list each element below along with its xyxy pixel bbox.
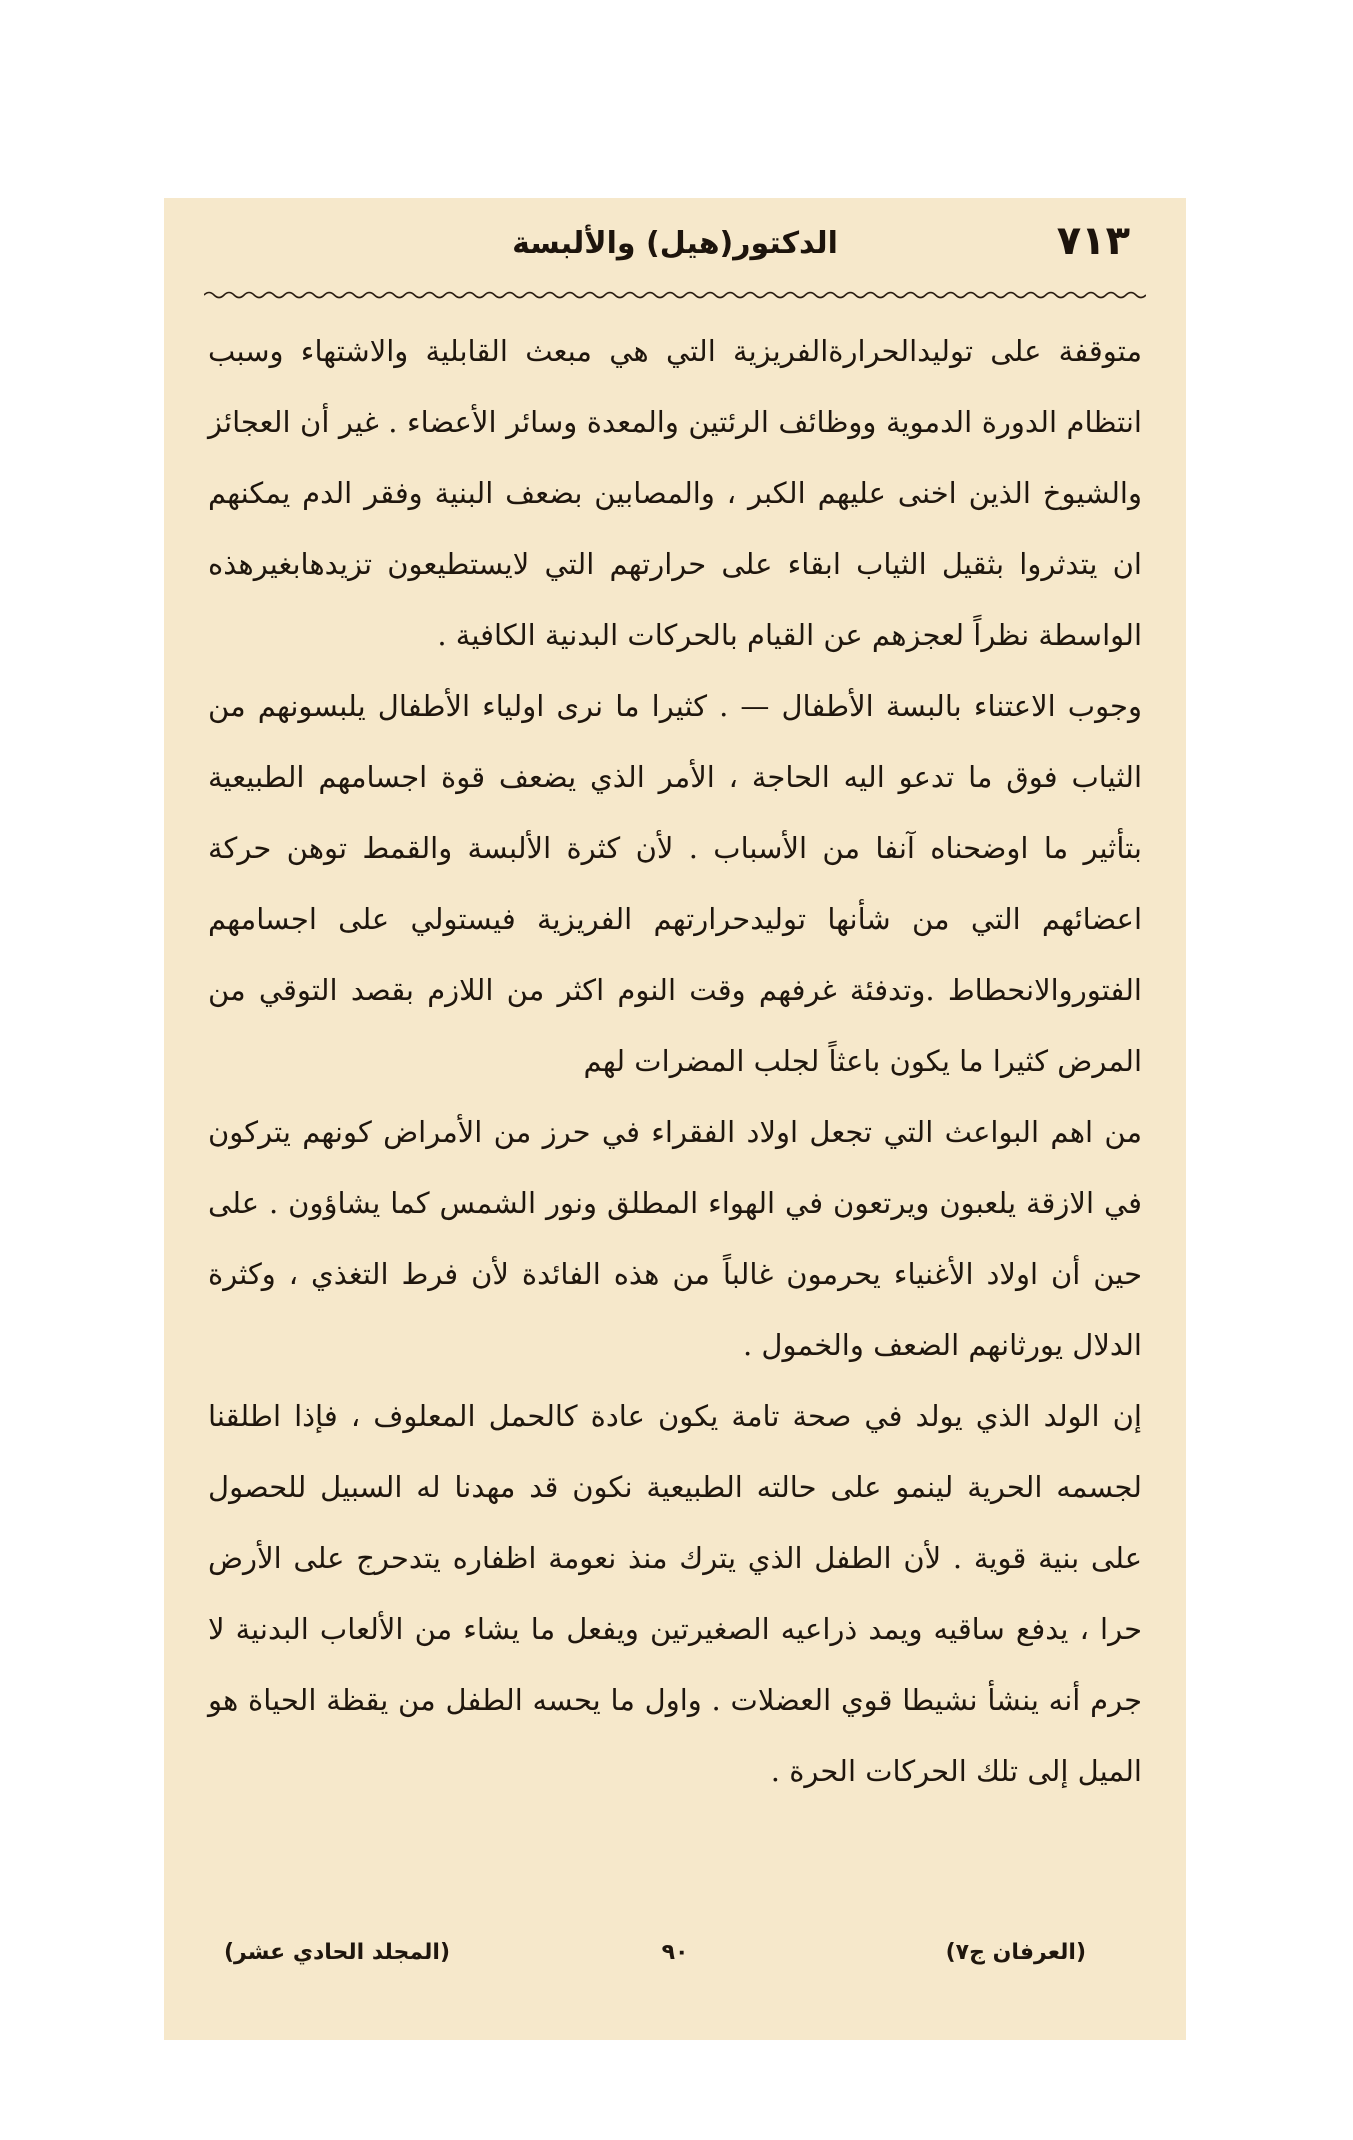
book-page (164, 198, 1186, 2040)
paragraph-4: إن الولد الذي يولد في صحة تامة يكون عادة كالحمل المعلوف ، فإذا اطلقنا لجسمه الحرية لينمو على حالته الطبيعية نكون قد مهدنا له السبيل للحصول على بنية قوية . لأن الطفل الذي يترك منذ نعومة اظفاره يتدحرج على الأرض حرا ، يدفع ساقيه ويمد ذراعيه الصغيرتين ويفعل ما يشاء من الألعاب البدنية لا جرم أنه ينشأ نشيطا قوي العضلات . واول ما يحسه الطفل من يقظة الحياة هو الميل إلى تلك الحركات الحرة . (208, 1399, 1142, 1788)
footer-journal: (العرفان ج٧) (945, 1940, 1086, 1965)
page-footer (224, 1940, 1126, 1980)
footer-volume: (المجلد الحادي عشر) (224, 1940, 450, 1965)
wavy-divider (204, 290, 1146, 300)
page-header (210, 218, 1140, 288)
running-title: الدكتور(هيل) والألبسة (512, 226, 838, 261)
page-number: ٧١٣ (1056, 218, 1130, 264)
paragraph-2: وجوب الاعتناء بالبسة الأطفال — . كثيرا ما نرى اولياء الأطفال يلبسونهم من الثياب فوق ما تدعو اليه الحاجة ، الأمر الذي يضعف قوة اجسامهم الطبيعية بتأثير ما اوضحناه آنفا من الأسباب . لأن كثرة الألبسة والقمط توهن حركة اعضائهم التي من شأنها توليدحرارتهم الفريزية فيستولي على اجسامهم الفتوروالانحطاط .وتدفئة غرفهم وقت النوم اكثر من اللازم بقصد التوقي من المرض كثيرا ما يكون باعثاً لجلب المضرات لهم (208, 689, 1142, 1078)
paragraph-3: من اهم البواعث التي تجعل اولاد الفقراء في حرز من الأمراض كونهم يتركون في الازقة يلعبون ويرتعون في الهواء المطلق ونور الشمس كما يشاؤون . على حين أن اولاد الأغنياء يحرمون غالباً من هذه الفائدة لأن فرط التغذي ، وكثرة الدلال يورثانهم الضعف والخمول . (208, 1115, 1142, 1362)
article-body (208, 316, 1142, 1807)
paragraph-1: متوقفة على توليدالحرارةالفريزية التي هي مبعث القابلية والاشتهاء وسبب انتظام الدورة الدموية ووظائف الرئتين والمعدة وسائر الأعضاء . غير أن العجائز والشيوخ الذين اخنى عليهم الكبر ، والمصابين بضعف البنية وفقر الدم يمكنهم ان يتدثروا بثقيل الثياب ابقاء على حرارتهم التي لايستطيعون تزيدهابغيرهذه الواسطة نظراً لعجزهم عن القيام بالحركات البدنية الكافية . (208, 334, 1142, 652)
footer-signature-number: ٩٠ (661, 1940, 689, 1965)
